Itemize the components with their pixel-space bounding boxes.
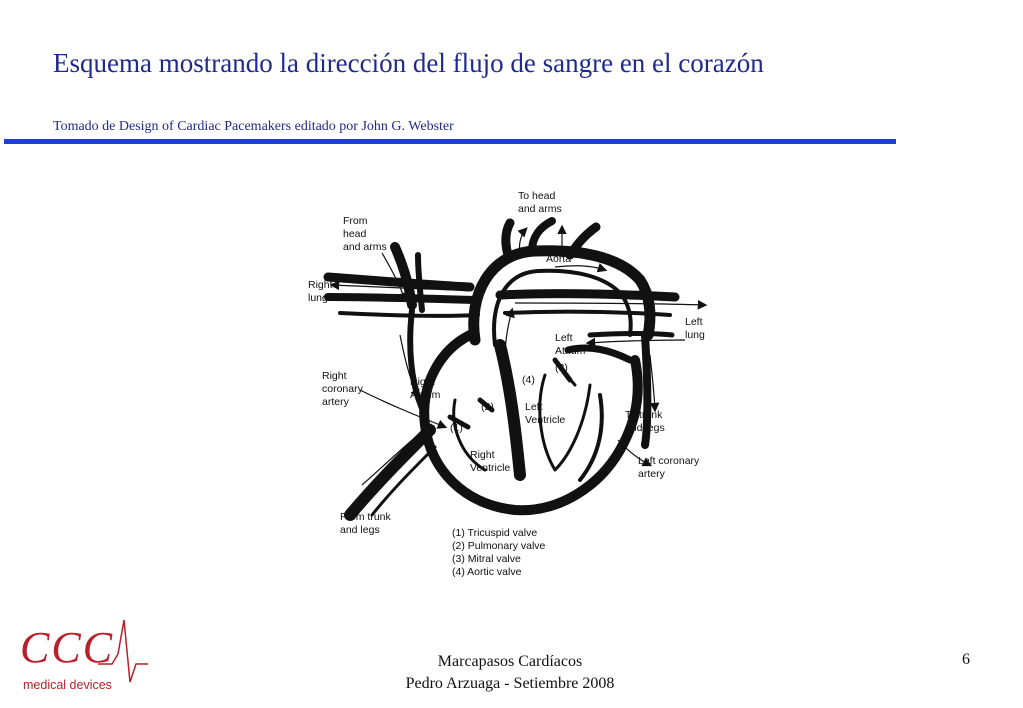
label-to-trunk: To trunk: [625, 409, 663, 421]
footer-title: Marcapasos Cardíacos: [437, 653, 583, 670]
label-right-lung: lung: [308, 292, 328, 304]
label-from-trunk: From trunk: [340, 511, 391, 523]
label-right-coronary: artery: [322, 396, 349, 408]
label-from-trunk: and legs: [340, 524, 380, 536]
page-number: 6: [962, 651, 970, 668]
label-right-atrium: Atrium: [410, 389, 441, 401]
label-left-atrium: Atrium: [555, 345, 586, 357]
label-to-head: and arms: [518, 203, 562, 215]
label-left-ventricle: Left: [525, 401, 543, 413]
label-right-ventricle: Ventricle: [470, 462, 511, 474]
footer: [360, 651, 660, 695]
legend-item: (1) Tricuspid valve: [452, 527, 538, 539]
label-marker-2: (2): [481, 401, 494, 413]
label-left-atrium: Left: [555, 332, 573, 344]
legend-item: (4) Aortic valve: [452, 566, 522, 578]
label-marker-4: (4): [522, 374, 535, 386]
label-right-coronary: Right: [322, 370, 347, 382]
label-left-lung: lung: [685, 329, 705, 341]
label-to-head: To head: [518, 190, 556, 202]
label-from-head: head: [343, 228, 367, 240]
logo-letters: CCC: [20, 623, 115, 672]
label-marker-3: (3): [555, 362, 568, 374]
footer-author-date: Pedro Arzuaga - Setiembre 2008: [405, 675, 615, 692]
label-left-ventricle: Ventricle: [525, 414, 566, 426]
ccc-logo: [20, 612, 150, 698]
legend-item: (2) Pulmonary valve: [452, 540, 546, 552]
label-left-coronary: Left coronary: [638, 455, 700, 467]
label-right-ventricle: Right: [470, 449, 495, 461]
label-from-head: and arms: [343, 241, 387, 253]
heart-blood-flow-diagram: [300, 185, 720, 590]
label-to-trunk: and legs: [625, 422, 665, 434]
logo-subtext: medical devices: [23, 678, 112, 692]
label-left-coronary: artery: [638, 468, 665, 480]
label-right-coronary: coronary: [322, 383, 363, 395]
slide-subtitle: Tomado de Design of Cardiac Pacemakers editado por John G. Webster: [53, 119, 454, 134]
legend-item: (3) Mitral valve: [452, 553, 521, 565]
label-left-lung: Left: [685, 316, 703, 328]
label-right-lung: Right: [308, 279, 333, 291]
label-marker-1: (1): [450, 422, 463, 434]
valve-legend: [452, 527, 546, 578]
label-right-atrium: Right: [410, 376, 435, 388]
slide-title: Esquema mostrando la dirección del flujo de sangre en el corazón: [53, 48, 764, 78]
label-aorta: Aorta: [546, 253, 572, 265]
title-divider: [4, 139, 896, 144]
label-from-head: From: [343, 215, 368, 227]
